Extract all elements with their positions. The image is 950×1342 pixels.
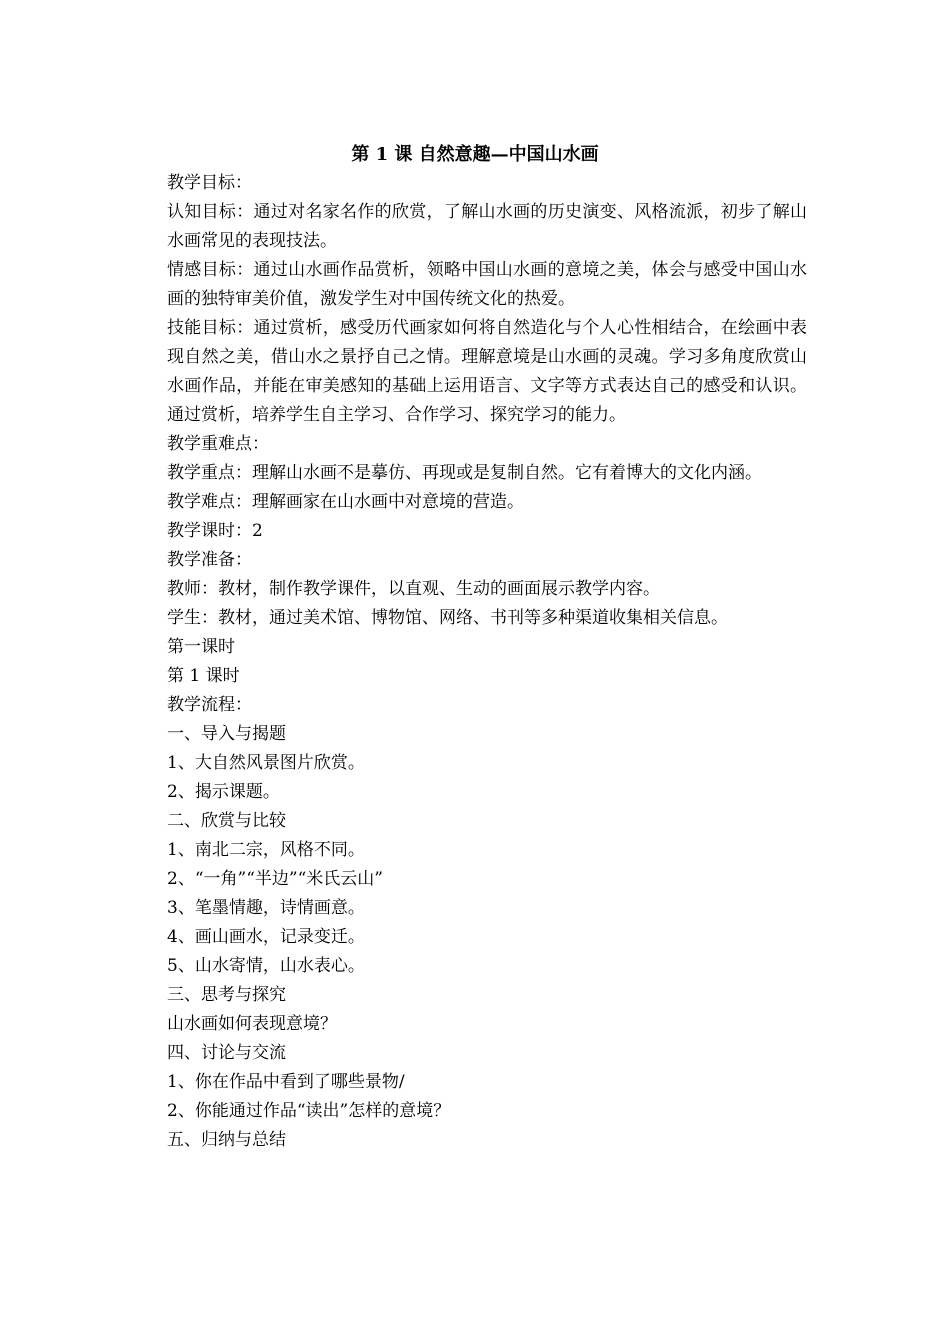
- list-item: 1、你在作品中看到了哪些景物/: [167, 1072, 405, 1092]
- list-item: 1、南北二宗，风格不同。: [167, 840, 365, 860]
- list-item: 山水画如何表现意境？: [167, 1014, 337, 1034]
- section-appreciation: 二、欣赏与比较: [167, 811, 286, 831]
- heading-preparation: 教学准备：: [167, 550, 252, 570]
- paragraph-emotional-goal: 情感目标：通过山水画作品赏析，领略中国山水画的意境之美，体会与感受中国山水画的独特审美价值，激发学生对中国传统文化的热爱。: [167, 260, 807, 309]
- section-discussion: 四、讨论与交流: [167, 1043, 286, 1063]
- list-item: 3、笔墨情趣，诗情画意。: [167, 898, 365, 918]
- paragraph-teacher-prep: 教师：教材，制作教学课件，以直观、生动的画面展示教学内容。: [167, 579, 660, 599]
- list-item: 5、山水寄情，山水表心。: [167, 956, 365, 976]
- list-item: 2、揭示课题。: [167, 782, 280, 802]
- heading-teaching-goals: 教学目标：: [167, 173, 252, 193]
- list-item: 1、大自然风景图片欣赏。: [167, 753, 365, 773]
- heading-teaching-process: 教学流程：: [167, 695, 252, 715]
- heading-first-lesson: 第一课时: [167, 637, 235, 657]
- paragraph-class-hours: 教学课时：2: [167, 521, 263, 541]
- document-title: 第 1 课 自然意趣—中国山水画: [351, 144, 599, 165]
- paragraph-difficult-point: 教学难点：理解画家在山水画中对意境的营造。: [167, 492, 524, 512]
- section-intro: 一、导入与揭题: [167, 724, 286, 744]
- heading-lesson-one: 第 1 课时: [167, 666, 240, 686]
- heading-key-difficult-points: 教学重难点：: [167, 434, 269, 454]
- document-body: [167, 169, 807, 1155]
- list-item: 2、“一角”“半边”“米氏云山”: [167, 869, 383, 889]
- list-item: 2、你能通过作品“读出”怎样的意境？: [167, 1101, 451, 1121]
- section-summary: 五、归纳与总结: [167, 1130, 286, 1150]
- paragraph-student-prep: 学生：教材，通过美术馆、博物馆、网络、书刊等多种渠道收集相关信息。: [167, 608, 728, 628]
- section-thinking: 三、思考与探究: [167, 985, 286, 1005]
- paragraph-cognitive-goal: 认知目标：通过对名家名作的欣赏，了解山水画的历史演变、风格流派，初步了解山水画常见的表现技法。: [167, 202, 807, 251]
- paragraph-key-point: 教学重点：理解山水画不是摹仿、再现或是复制自然。它有着博大的文化内涵。: [167, 463, 762, 483]
- list-item: 4、画山画水，记录变迁。: [167, 927, 365, 947]
- paragraph-skill-goal: 技能目标：通过赏析，感受历代画家如何将自然造化与个人心性相结合，在绘画中表现自然之美，借山水之景抒自己之情。理解意境是山水画的灵魂。学习多角度欣赏山水画作品，并能在审美感知的基础上运用语言、文字等方式表达自己的感受和认识。通过赏析，培养学生自主学习、合作学习、探究学习的能力。: [167, 318, 807, 425]
